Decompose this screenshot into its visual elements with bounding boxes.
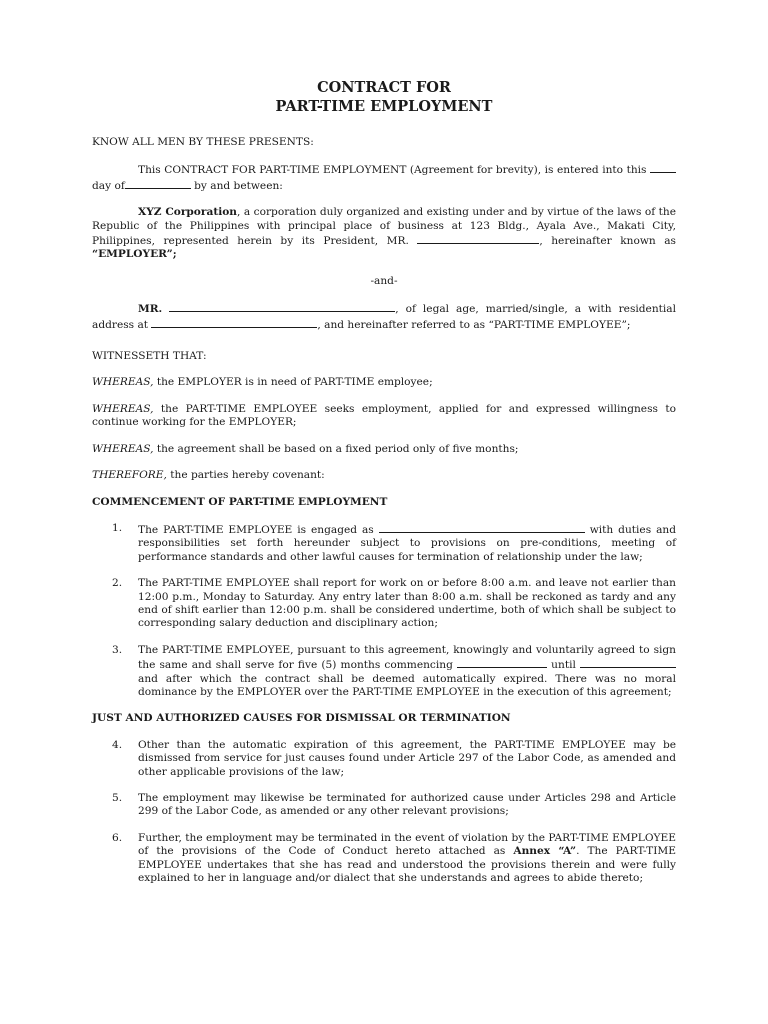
list-item	[92, 644, 676, 700]
document-title	[92, 78, 676, 116]
list-item	[92, 577, 676, 631]
title-line-2: PART-TIME EMPLOYMENT	[275, 98, 493, 115]
employer-known-as: , hereinafter known as	[539, 235, 676, 248]
employer-name: XYZ Corporation	[138, 206, 238, 219]
whereas-2-text: the PART-TIME EMPLOYEE seeks employment, applied for and expressed willingness to continue working for the EMPLOYER;	[92, 402, 676, 429]
list-item	[92, 522, 676, 564]
whereas-3-text: the agreement shall be based on a fixed period only of five months;	[153, 442, 519, 455]
whereas-1	[92, 376, 676, 389]
employer-paragraph	[92, 206, 676, 262]
month-blank	[125, 178, 191, 189]
list-item	[92, 832, 676, 886]
item-text: and after which the contract shall be deemed automatically expired. There was no moral dominance by the EMPLOYER over the PART-TIME EMPLOYEE in the execution of this agreement;	[138, 672, 676, 698]
day-blank	[650, 162, 676, 173]
employee-description: , of legal age, married/single, a with residential address at	[92, 303, 676, 331]
employee-title: MR.	[138, 303, 163, 316]
intro-line: KNOW ALL MEN BY THESE PRESENTS:	[92, 136, 314, 148]
commencement-list	[92, 522, 676, 699]
item-text: The PART-TIME EMPLOYEE shall report for work on or before 8:00 a.m. and leave not earlier than 12:00 p.m., Monday to Saturday. Any entry later than 8:00 a.m. shall be reckoned as tardy and any end of shift earlier than 12:00 p.m. shall be considered undertime, both of which shall be subject to corresponding salary deduction and disciplinary action;	[138, 577, 676, 630]
whereas-3-em: WHEREAS,	[92, 442, 154, 455]
section-heading-commencement: COMMENCEMENT OF PART-TIME EMPLOYMENT	[92, 495, 388, 508]
opening-between: by and between:	[194, 179, 283, 192]
start-date-blank	[457, 657, 547, 668]
whereas-1-text: the EMPLOYER is in need of PART-TIME employee;	[153, 376, 433, 389]
therefore-line	[92, 469, 676, 482]
item-text: The PART-TIME EMPLOYEE is engaged as	[138, 523, 374, 536]
item-text: Further, the employment may be terminated in the event of violation by the PART-TIME EMPLOYEE of the provisions of the Code of Conduct hereto attached as	[138, 831, 676, 858]
president-name-blank	[417, 233, 539, 244]
item-text: Other than the automatic expiration of this agreement, the PART-TIME EMPLOYEE may be dismissed from service for just causes found under Article 297 of the Labor Code, as amended and other applicable provisions of the law;	[138, 738, 676, 778]
item-text: The employment may likewise be terminated for authorized cause under Articles 298 and Article 299 of the Labor Code, as amended or any other relevant provisions;	[138, 792, 676, 818]
and-separator: -and-	[370, 274, 398, 287]
whereas-1-em: WHEREAS,	[92, 376, 154, 389]
item-text: The PART-TIME EMPLOYEE, pursuant to this agreement, knowingly and voluntarily agreed to sign the same and shall serve for five (5) months commencing	[138, 643, 676, 672]
list-item	[92, 739, 676, 779]
item-number: 6.	[112, 831, 123, 844]
item-number: 1.	[112, 521, 123, 534]
opening-paragraph	[92, 162, 676, 193]
item-number: 4.	[112, 738, 123, 751]
therefore-em: THEREFORE,	[92, 469, 167, 482]
employee-name-blank	[169, 301, 395, 312]
opening-text: This CONTRACT FOR PART-TIME EMPLOYMENT (Agreement for brevity), is entered into this	[138, 164, 647, 177]
title-line-1: CONTRACT FOR	[317, 79, 451, 96]
whereas-2	[92, 403, 676, 430]
item-number: 5.	[112, 792, 123, 804]
whereas-3	[92, 443, 676, 456]
section-heading-dismissal: JUST AND AUTHORIZED CAUSES FOR DISMISSAL OR TERMINATION	[92, 712, 511, 725]
opening-day-of: day of	[92, 179, 125, 192]
therefore-text: the parties hereby covenant:	[166, 469, 325, 482]
employee-paragraph	[92, 301, 676, 332]
whereas-2-em: WHEREAS,	[92, 402, 154, 415]
end-date-blank	[580, 657, 676, 668]
employer-role: “EMPLOYER”;	[92, 248, 177, 261]
witnesseth-line: WITNESSETH THAT:	[92, 350, 207, 363]
list-item	[92, 792, 676, 819]
annex-reference: Annex “A”	[513, 845, 577, 858]
address-blank	[151, 317, 317, 328]
item-number: 3.	[112, 643, 123, 656]
item-number: 2.	[112, 577, 123, 590]
item-text: . The PART-TIME EMPLOYEE undertakes that she has read and understood the provisions therein and were fully explained to her in language and/or dialect that she understands and agrees to abide thereto;	[138, 845, 676, 885]
dismissal-list	[92, 739, 676, 886]
item-text: with duties and responsibilities set forth hereunder subject to provisions on pre-conditions, meeting of performance standards and other lawful causes for termination of relationship under the law;	[138, 523, 677, 563]
item-text: until	[551, 659, 576, 672]
employer-description: , a corporation duly organized and existing under and by virtue of the laws of the Republic of the Philippines with principal place of business at 123 Bldg., Ayala Ave., Makati City, Philippines, represented herein by its President, MR.	[92, 206, 677, 248]
employee-referred-as: , and hereinafter referred to as “PART-TIME EMPLOYEE”;	[317, 318, 631, 331]
position-blank	[379, 522, 585, 533]
